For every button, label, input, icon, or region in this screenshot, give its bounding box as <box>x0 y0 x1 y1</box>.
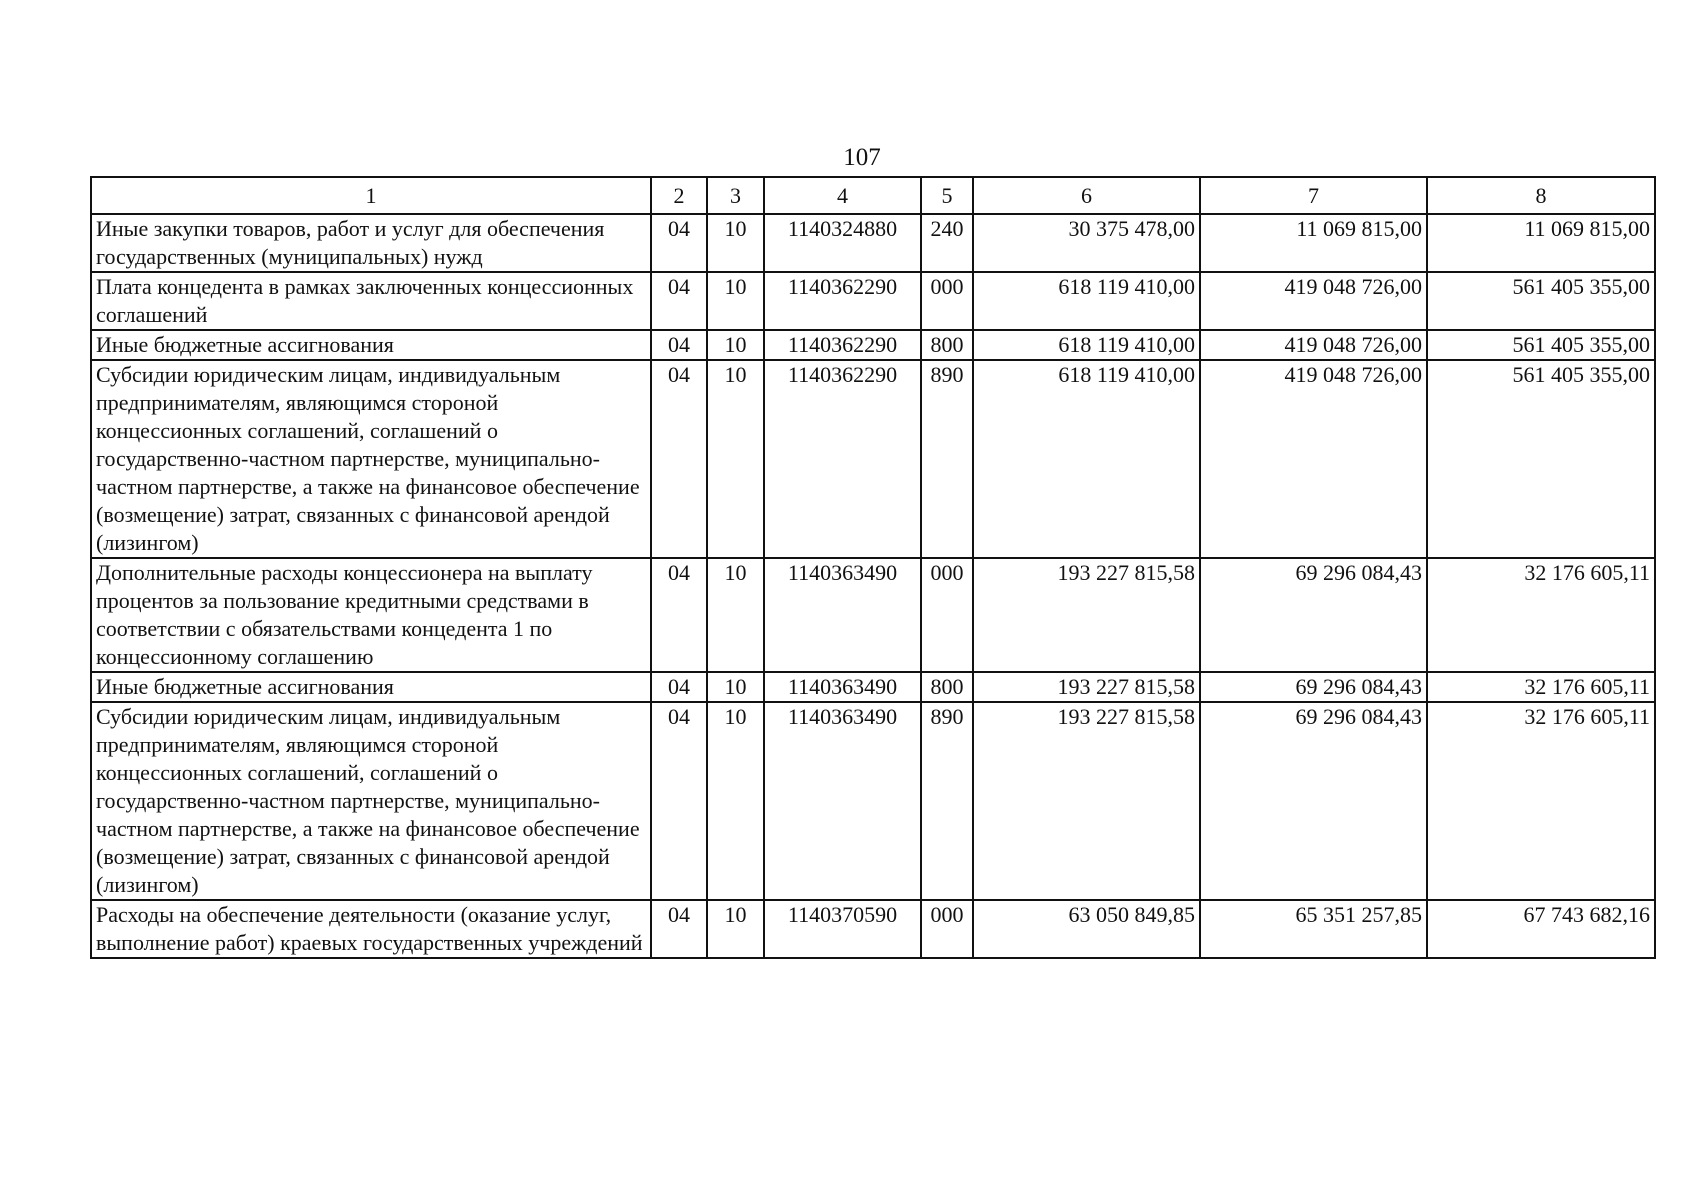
column-header: 4 <box>764 177 921 214</box>
amount-year-2: 419 048 726,00 <box>1200 330 1427 360</box>
section-code: 04 <box>651 702 707 900</box>
section-code: 04 <box>651 672 707 702</box>
expense-name: Иные закупки товаров, работ и услуг для обеспечения государственных (муниципальных) нужд <box>91 214 651 272</box>
section-code: 04 <box>651 558 707 672</box>
subsection-code: 10 <box>707 272 764 330</box>
amount-year-2: 69 296 084,43 <box>1200 558 1427 672</box>
subsection-code: 10 <box>707 214 764 272</box>
expense-type-code: 000 <box>921 558 973 672</box>
target-article-code: 1140362290 <box>764 360 921 558</box>
table-row <box>91 214 1655 272</box>
target-article-code: 1140362290 <box>764 330 921 360</box>
amount-year-1: 618 119 410,00 <box>973 360 1200 558</box>
section-code: 04 <box>651 214 707 272</box>
expense-name: Субсидии юридическим лицам, индивидуальным предпринимателям, являющимся стороной концессионных соглашений, соглашений о государственно-частном партнерстве, муниципально-частном партнерстве, а также на финансовое обеспечение (возмещение) затрат, связанных с финансовой арендой (лизингом) <box>91 702 651 900</box>
target-article-code: 1140370590 <box>764 900 921 958</box>
amount-year-2: 419 048 726,00 <box>1200 360 1427 558</box>
amount-year-1: 193 227 815,58 <box>973 702 1200 900</box>
amount-year-2: 419 048 726,00 <box>1200 272 1427 330</box>
amount-year-3: 561 405 355,00 <box>1427 360 1655 558</box>
column-header: 3 <box>707 177 764 214</box>
column-header: 2 <box>651 177 707 214</box>
table-row <box>91 900 1655 958</box>
target-article-code: 1140363490 <box>764 672 921 702</box>
header-row <box>91 177 1655 214</box>
expense-name: Дополнительные расходы концессионера на выплату процентов за пользование кредитными средствами в соответствии с обязательствами концедента 1 по концессионному соглашению <box>91 558 651 672</box>
table-row <box>91 360 1655 558</box>
amount-year-2: 11 069 815,00 <box>1200 214 1427 272</box>
amount-year-1: 193 227 815,58 <box>973 672 1200 702</box>
table-row <box>91 702 1655 900</box>
amount-year-2: 65 351 257,85 <box>1200 900 1427 958</box>
expense-name: Плата концедента в рамках заключенных концессионных соглашений <box>91 272 651 330</box>
amount-year-3: 561 405 355,00 <box>1427 272 1655 330</box>
expense-name: Расходы на обеспечение деятельности (оказание услуг, выполнение работ) краевых государственных учреждений <box>91 900 651 958</box>
amount-year-1: 30 375 478,00 <box>973 214 1200 272</box>
section-code: 04 <box>651 272 707 330</box>
subsection-code: 10 <box>707 702 764 900</box>
amount-year-1: 63 050 849,85 <box>973 900 1200 958</box>
target-article-code: 1140324880 <box>764 214 921 272</box>
amount-year-1: 618 119 410,00 <box>973 330 1200 360</box>
amount-year-3: 32 176 605,11 <box>1427 702 1655 900</box>
table-row <box>91 272 1655 330</box>
expense-type-code: 000 <box>921 900 973 958</box>
amount-year-3: 32 176 605,11 <box>1427 558 1655 672</box>
expense-name: Субсидии юридическим лицам, индивидуальным предпринимателям, являющимся стороной концессионных соглашений, соглашений о государственно-частном партнерстве, муниципально-частном партнерстве, а также на финансовое обеспечение (возмещение) затрат, связанных с финансовой арендой (лизингом) <box>91 360 651 558</box>
budget-table <box>90 176 1656 959</box>
amount-year-3: 11 069 815,00 <box>1427 214 1655 272</box>
column-header: 1 <box>91 177 651 214</box>
section-code: 04 <box>651 330 707 360</box>
subsection-code: 10 <box>707 330 764 360</box>
expense-type-code: 800 <box>921 672 973 702</box>
section-code: 04 <box>651 900 707 958</box>
column-header: 5 <box>921 177 973 214</box>
column-header: 8 <box>1427 177 1655 214</box>
subsection-code: 10 <box>707 672 764 702</box>
amount-year-3: 561 405 355,00 <box>1427 330 1655 360</box>
expense-type-code: 890 <box>921 702 973 900</box>
expense-type-code: 800 <box>921 330 973 360</box>
expense-type-code: 240 <box>921 214 973 272</box>
amount-year-3: 32 176 605,11 <box>1427 672 1655 702</box>
column-header: 7 <box>1200 177 1427 214</box>
table-row <box>91 558 1655 672</box>
expense-name: Иные бюджетные ассигнования <box>91 330 651 360</box>
amount-year-2: 69 296 084,43 <box>1200 672 1427 702</box>
column-header: 6 <box>973 177 1200 214</box>
section-code: 04 <box>651 360 707 558</box>
table-row <box>91 672 1655 702</box>
target-article-code: 1140362290 <box>764 272 921 330</box>
amount-year-3: 67 743 682,16 <box>1427 900 1655 958</box>
subsection-code: 10 <box>707 360 764 558</box>
expense-type-code: 000 <box>921 272 973 330</box>
page-number: 107 <box>843 144 881 171</box>
expense-name: Иные бюджетные ассигнования <box>91 672 651 702</box>
subsection-code: 10 <box>707 558 764 672</box>
target-article-code: 1140363490 <box>764 558 921 672</box>
expense-type-code: 890 <box>921 360 973 558</box>
amount-year-1: 193 227 815,58 <box>973 558 1200 672</box>
amount-year-1: 618 119 410,00 <box>973 272 1200 330</box>
table-row <box>91 330 1655 360</box>
target-article-code: 1140363490 <box>764 702 921 900</box>
subsection-code: 10 <box>707 900 764 958</box>
amount-year-2: 69 296 084,43 <box>1200 702 1427 900</box>
